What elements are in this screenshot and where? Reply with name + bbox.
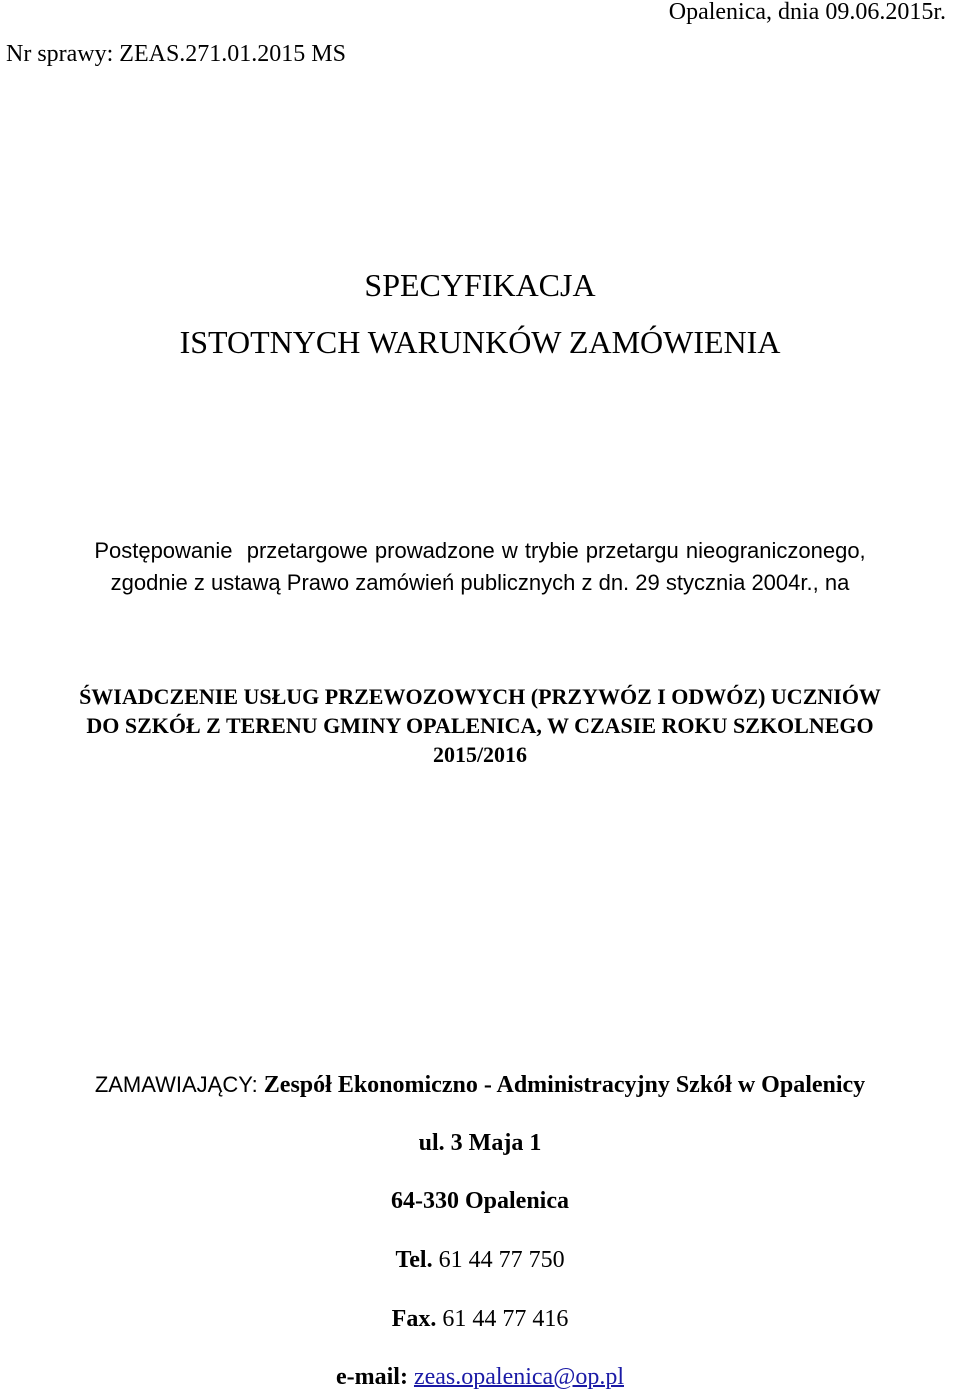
case-number: Nr sprawy: ZEAS.271.01.2015 MS [6,41,346,67]
address-street: ul. 3 Maja 1 [418,1130,542,1156]
ordering-party-label: ZAMAWIAJĄCY: [94,1072,258,1097]
phone-line [0,1245,960,1275]
email-link[interactable]: zeas.opalenica@op.pl [413,1364,624,1390]
subject-line-2: DO SZKÓŁ Z TERENU GMINY OPALENICA, W CZASIE ROKU SZKOLNEGO [86,713,874,738]
subject-line-3: 2015/2016 [432,742,528,767]
fax-number: 61 44 77 416 [442,1306,569,1332]
email-line [0,1362,960,1392]
fax-line [0,1304,960,1334]
document-title-line-2: ISTOTNYCH WARUNKÓW ZAMÓWIENIA [179,324,781,360]
subject-line-1: ŚWIADCZENIE USŁUG PRZEWOZOWYCH (PRZYWÓZ I ODWÓZ) UCZNIÓW [79,684,881,709]
document-title-line-1: SPECYFIKACJA [364,267,596,303]
phone-label: Tel. [395,1247,433,1273]
document-date: Opalenica, dnia 09.06.2015r. [668,0,946,25]
fax-label: Fax. [391,1306,437,1332]
intro-line-1: Postępowanie przetargowe prowadzone w trybie przetargu nieograniczonego, [94,538,866,563]
ordering-party-name: Zespół Ekonomiczno - Administracyjny Szkół w Opalenicy [263,1072,866,1098]
address-city: 64-330 Opalenica [391,1188,569,1214]
phone-number: 61 44 77 750 [438,1247,565,1273]
email-label: e-mail: [336,1364,408,1390]
ordering-party [0,1070,960,1100]
intro-line-2: zgodnie z ustawą Prawo zamówień publicznych z dn. 29 stycznia 2004r., na [110,570,850,595]
